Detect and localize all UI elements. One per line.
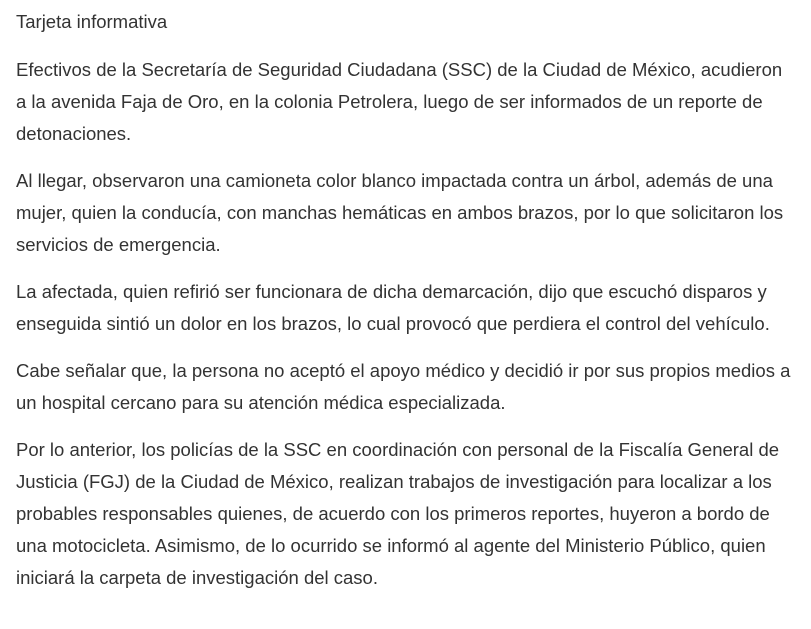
paragraph-1: Efectivos de la Secretaría de Seguridad Ciudadana (SSC) de la Ciudad de México, acudieron a la avenida Faja de Oro, en la colonia Petrolera, luego de ser informados de un reporte de detonaciones. — [16, 59, 783, 144]
paragraph-3: La afectada, quien refirió ser funcionara de dicha demarcación, dijo que escuchó disparos y enseguida sintió un dolor en los brazos, lo cual provocó que perdiera el control del vehículo. — [16, 281, 770, 334]
paragraph-5: Por lo anterior, los policías de la SSC en coordinación con personal de la Fiscalía General de Justicia (FGJ) de la Ciudad de México, realizan trabajos de investigación para localizar a los probables responsables quienes, de acuerdo con los primeros reportes, huyeron a bordo de una motocicleta. Asimismo, de lo ocurrido se informó al agente del Ministerio Público, quien iniciará la carpeta de investigación del caso. — [16, 439, 780, 588]
paragraph-4: Cabe señalar que, la persona no aceptó el apoyo médico y decidió ir por sus propios medios a un hospital cercano para su atención médica especializada. — [16, 360, 791, 413]
paragraph-2: Al llegar, observaron una camioneta color blanco impactada contra un árbol, además de una mujer, quien la conducía, con manchas hemáticas en ambos brazos, por lo que solicitaron los servicios de emergencia. — [16, 170, 784, 255]
article-heading: Tarjeta informativa — [16, 11, 168, 32]
